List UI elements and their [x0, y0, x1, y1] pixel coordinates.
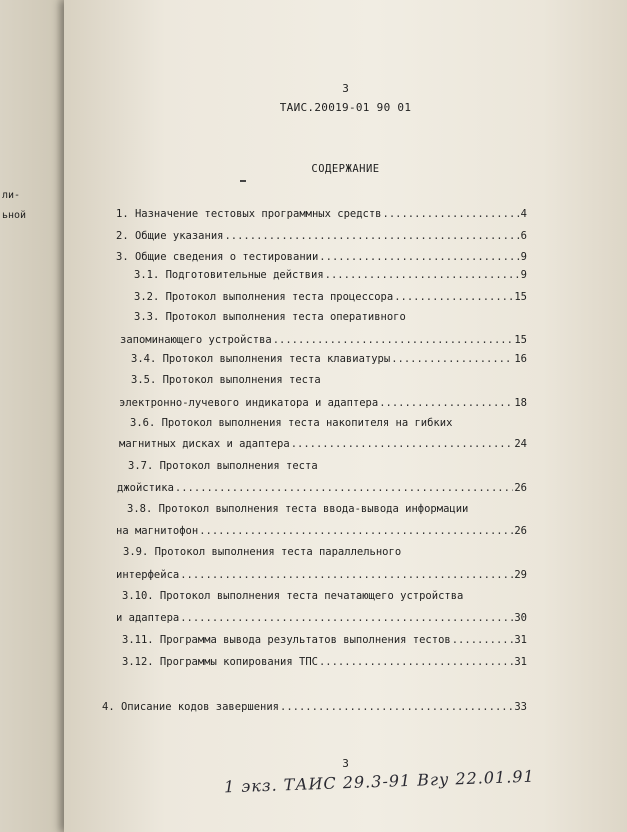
document-page: [64, 0, 627, 832]
toc-line: 3.12. Программы копирования ТПС ..... 31: [122, 655, 527, 669]
left-page-fragment: ли-: [2, 190, 21, 201]
toc-line: 3.11. Программа вывода результатов выполнения тестов ..... 31: [122, 633, 527, 647]
toc-line: 2. Общие указания ..... 6: [116, 229, 527, 243]
toc-line: интерфейса ..... 29: [116, 568, 527, 582]
toc-line: 3. Общие сведения о тестировании ..... 9: [116, 250, 527, 264]
toc-line: 3.5. Протокол выполнения теста: [131, 374, 321, 386]
toc-line: магнитных дисках и адаптера ..... 24: [119, 437, 527, 451]
toc-line: 3.8. Протокол выполнения теста ввода-вывода информации: [127, 503, 469, 515]
toc-line: 3.6. Протокол выполнения теста накопителя на гибких: [130, 417, 453, 429]
document-code: ТАИС.20019-01 90 01: [279, 101, 412, 114]
ink-mark: [240, 180, 246, 182]
toc-line: 3.1. Подготовительные действия ..... 9: [134, 268, 527, 282]
toc-line: и адаптера ..... 30: [116, 611, 527, 625]
toc-line: на магнитофон ..... 26: [116, 524, 527, 538]
toc-line: джойстика ..... 26: [117, 481, 527, 495]
page-number: 3: [342, 82, 349, 95]
toc-line: 3.2. Протокол выполнения теста процессора ..... 15: [134, 290, 527, 304]
left-page-fragment: ьной: [2, 210, 27, 221]
handwritten-note: 1 экз. ТАИС 29.3-91 Вгу 22.01.91: [223, 766, 535, 797]
toc-line: электронно-лучевого индикатора и адаптера ..... 18: [119, 396, 527, 410]
toc-line: 3.4. Протокол выполнения теста клавиатуры ..... 16: [131, 352, 527, 366]
toc-line: 3.10. Протокол выполнения теста печатающего устройства: [122, 590, 464, 602]
toc-line: запоминающего устройства ..... 15: [120, 333, 527, 347]
toc-line: 1. Назначение тестовых программных средств ..... 4: [116, 207, 527, 221]
toc-line: 3.3. Протокол выполнения теста оперативного: [134, 311, 406, 323]
footer-page-number: 3: [342, 757, 349, 770]
toc-line: 3.7. Протокол выполнения теста: [128, 460, 318, 472]
toc-title: СОДЕРЖАНИЕ: [311, 163, 380, 175]
toc-line: 4. Описание кодов завершения ..... 33: [102, 700, 527, 714]
toc-line: 3.9. Протокол выполнения теста параллельного: [123, 546, 402, 558]
